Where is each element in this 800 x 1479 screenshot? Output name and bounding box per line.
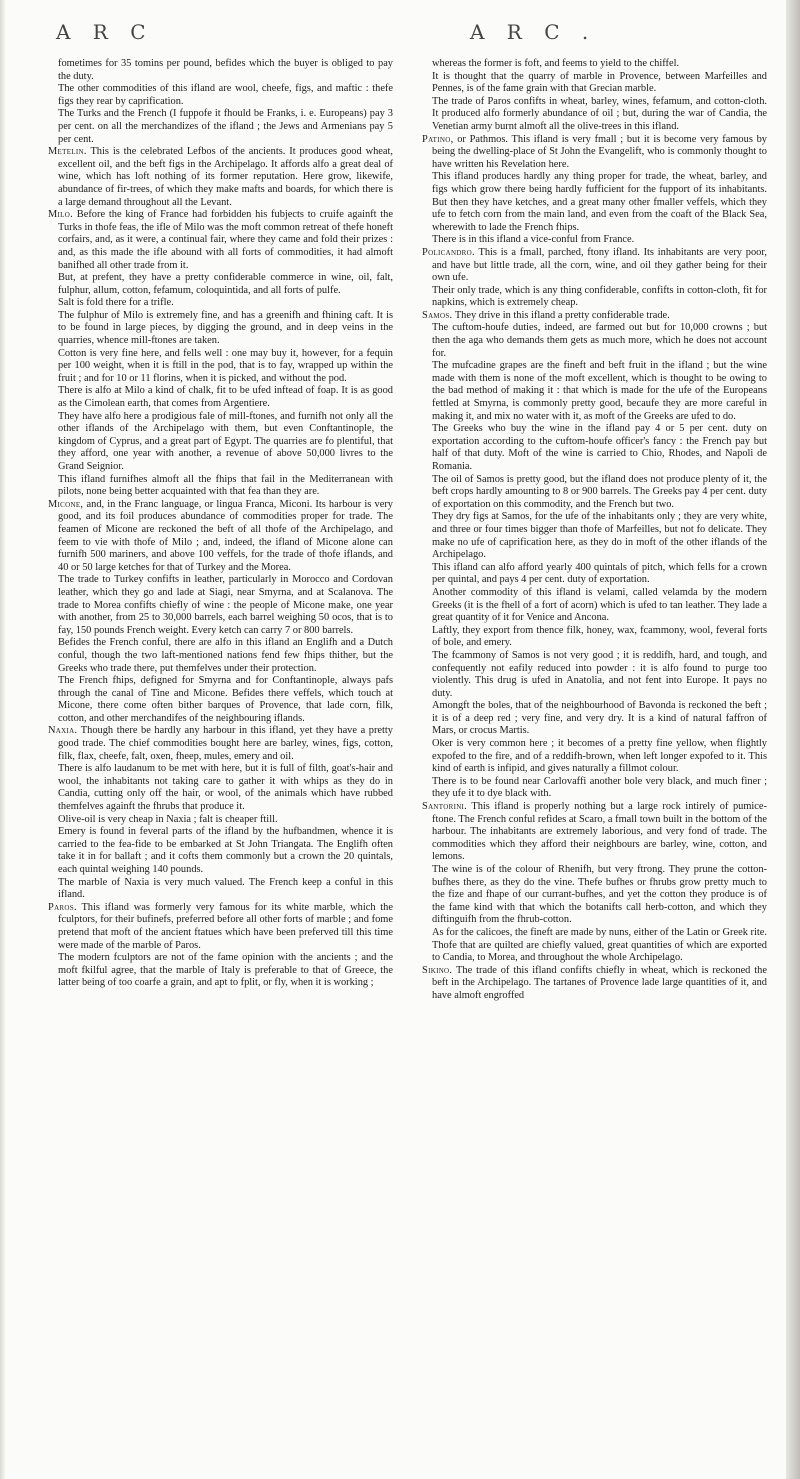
dictionary-entry <box>48 499 393 575</box>
paragraph-text: whereas the former is foft, and feems to yield to the chiffel. <box>432 58 680 69</box>
page-edge-shadow <box>786 0 800 1479</box>
paragraph-text: This ifland was formerly very famous for its white marble, which the fculptors, for their bufinefs, preferred before all other forts of marble ; and fome pretend that moft of the ancient ftatues which have been preferved till this time were made of the marble of Paros. <box>58 901 393 951</box>
paragraph <box>48 310 393 348</box>
page-binding-shadow <box>0 0 6 1479</box>
paragraph-text: The marble of Naxia is very much valued. The French keep a conful in this ifland. <box>58 876 393 901</box>
entry-headword: Milo. <box>48 209 73 221</box>
paragraph-text: Amongft the boles, that of the neighbourhood of Bavonda is reckoned the beft ; it is of a deep red ; very fine, and very dry. It is a kind of natural faffron of Mars, or crocus Martis. <box>432 700 767 737</box>
paragraph-text: The Turks and the French (I fuppofe it fhould be Franks, i. e. Europeans) pay 3 per cent. on all the merchandizes of the ifland ; the Jews and Armenians pay 5 per cent. <box>58 108 393 145</box>
left-text-column <box>48 58 393 1469</box>
paragraph <box>422 285 767 310</box>
paragraph <box>422 360 767 423</box>
paragraph-text: fometimes for 35 tomins per pound, befides which the buyer is obliged to pay the duty. <box>58 58 393 82</box>
paragraph-text: The mufcadine grapes are the fineft and beft fruit in the ifland ; but the wine made with them is none of the moft excellent, which is thought to be owing to the bad method of making it : that which is made for the ufe of the Europeans fettled at Smyrna, is commonly pretty good, becaufe they are more careful in making it, and mix no water with it, as moft of the Greeks are ufed to do. <box>432 360 767 422</box>
paragraph-text: They have alfo here a prodigious fale of mill-ftones, and furnifh not only all the other iflands of the Archipelago with them, but even Conftantinople, the kingdom of Cyprus, and a great part of Egypt. The quarries are fo plentiful, that they afford, one year with another, a revenue of above 50,000 livres to the Grand Seignior. <box>58 410 393 472</box>
entry-headword: Metelin. <box>48 146 87 158</box>
paragraph-text: The cuftom-houfe duties, indeed, are farmed out but for 10,000 crowns ; but then the aga who demands them gets as much more, which he does not account for. <box>432 322 767 359</box>
paragraph <box>422 738 767 776</box>
dictionary-entry <box>48 146 393 209</box>
paragraph <box>48 474 393 499</box>
paragraph <box>422 587 767 625</box>
dictionary-entry <box>422 801 767 864</box>
running-head-right: A R C . <box>470 20 597 44</box>
paragraph-text: The modern fculptors are not of the fame opinion with the ancients ; and the moft fkilful agree, that the marble of Italy is preferable to that of Greece, the latter being of too coarfe a grain, and apt to fplit, or fly, when it is working ; <box>58 952 393 989</box>
dictionary-entry <box>422 134 767 172</box>
paragraph-text: Salt is fold there for a trifle. <box>58 297 174 309</box>
paragraph <box>48 297 393 310</box>
entry-headword: Policandro. <box>422 246 475 258</box>
running-head-left: A R C <box>56 20 154 44</box>
paragraph <box>422 58 767 71</box>
paragraph-text: They dry figs at Samos, for the ufe of the inhabitants only ; they are very white, and three or four times bigger than thofe of Marfeilles, but not fo delicate. They make no ufe of caprification here, as they do in moft of the other iflands of the Archipelago. <box>432 511 767 561</box>
paragraph-text: The trade of Paros confifts in wheat, barley, wines, fefamum, and cotton-cloth. It produced alfo formerly abundance of oil ; but, during the war of Candia, the Venetian army burnt almoft all the olive-trees in this ifland. <box>432 95 767 132</box>
paragraph-text: Laftly, they export from thence filk, honey, wax, fcammony, wool, feveral forts of bole, and emery. <box>432 624 767 649</box>
entry-headword: Patino, <box>422 133 454 145</box>
paragraph <box>48 763 393 813</box>
paragraph-text: and, in the Franc language, or lingua Franca, Miconi. Its harbour is very good, and its foil produces abundance of commodities proper for trade. The feamen of Micone are reckoned the beft of all thofe of the Archipelago, and feem to vie with thofe of Milo ; and, indeed, the ifland of Micone alone can furnifh 500 mariners, and above 100 veffels, for the trade of thofe iflands, and 40 or 50 large ketches for that of Turkey and the Morea. <box>58 498 393 573</box>
entry-headword: Micone, <box>48 498 84 510</box>
paragraph-text: This is the celebrated Lefbos of the ancients. It produces good wheat, excellent oil, and the beft figs in the Archipelago. It affords alfo a great deal of wine, which has loft nothing of its former reputation. Here grow, likewife, abundance of fir-trees, of which they make mafts and boards, for which there is a large demand throughout all the Levant. <box>58 146 393 208</box>
dictionary-entry <box>422 310 767 323</box>
paragraph <box>422 96 767 134</box>
right-text-column <box>422 58 767 1469</box>
paragraph-text: Though there be hardly any harbour in this ifland, yet they have a pretty good trade. The chief commodities bought here are barley, wines, figs, cotton, filk, flax, cheefe, falt, oxen, fheep, mules, emery and oil. <box>58 725 393 762</box>
paragraph-text: The fcammony of Samos is not very good ; it is reddifh, hard, and tough, and confequently not eafily reduced into powder : it is alfo found to purge too violently. This drug is ufed in Anatolia, and not fent into Europe. It pays no duty. <box>432 649 767 699</box>
paragraph <box>422 700 767 738</box>
paragraph-text: They drive in this ifland a pretty confiderable trade. <box>452 309 670 321</box>
paragraph-text: Before the king of France had forbidden his fubjects to cruife againft the Turks in thofe feas, the ifle of Milo was the moft common retreat of thefe honeft corfairs, and, as it were, a continual fair, where they came and fold their prizes : and, as this made the ifle abound with all forts of commodities, it had almoft banifhed all other trade from it. <box>58 209 393 271</box>
paragraph <box>48 574 393 637</box>
paragraph-text: Cotton is very fine here, and fells well : one may buy it, however, for a fequin per 100 weight, when it is ftill in the pod, that is to fay, wrapped up within the fruit ; and for 10 or 11 florins, when it is picked, and without the pod. <box>58 347 393 384</box>
dictionary-entry <box>48 725 393 763</box>
paragraph-text: As for the calicoes, the fineft are made by nuns, either of the Latin or Greek rite. Thofe that are quilted are chiefly valued, great quantities of which are exported to Candia, to Morea, and throughout the whole Archipelago. <box>432 926 767 964</box>
paragraph <box>48 826 393 876</box>
paragraph <box>48 637 393 675</box>
paragraph-text: The trade of this ifland confifts chiefly in wheat, which is reckoned the beft in the Archipelago. The tartanes of Provence lade large quantities of it, and have almoft engroffed <box>432 964 767 1001</box>
paragraph-text: There is alfo laudanum to be met with here, but it is full of filth, goat's-hair and wool, the inhabitants not taking care to gather it with whips as they do in Candia, cutting only off the hair, or wool, of the animals which have rubbed themfelves againft the fhrubs that produce it. <box>58 763 393 813</box>
paragraph <box>422 234 767 247</box>
entry-headword: Santorini. <box>422 801 468 813</box>
paragraph-text: Oker is very common here ; it becomes of a pretty fine yellow, when flightly expofed to the fire, and of a reddifh-brown, when left longer expofed to it. This kind of earth is infipid, and gives naturally a fillmot colour. <box>432 738 767 775</box>
paragraph <box>422 474 767 512</box>
entry-headword: Sikino. <box>422 964 453 976</box>
paragraph <box>48 814 393 827</box>
paragraph-text: This is a fmall, parched, ftony ifland. Its inhabitants are very poor, and have but little trade, all the corn, wine, and oil they gather being for their own ufe. <box>432 246 767 284</box>
paragraph-text: The wine is of the colour of Rhenifh, but very ftrong. They prune the cotton-bufhes there, as they do the vine. Thefe bufhes or fhrubs grow pretty much to the fize and fhape of our currant-bufhes, and yet the cotton they produce is of the fame kind with that which the botanifts call herb-cotton, and which they diftinguifh from the fhrub-cotton. <box>432 864 767 926</box>
paragraph-text: Befides the French conful, there are alfo in this ifland an Englifh and a Dutch conful, though the two laft-mentioned nations fend few fhips thither, but the Greeks who trade there, put themfelves under their protection. <box>58 637 393 674</box>
paragraph <box>422 927 767 965</box>
paragraph-text: The fulphur of Milo is extremely fine, and has a greenifh and fhining caft. It is to be found in large pieces, by digging the ground, and in deep veins in the quarries, whence mill-ftones are taken. <box>58 309 393 347</box>
paragraph <box>48 58 393 83</box>
paragraph <box>422 423 767 473</box>
paragraph <box>48 272 393 297</box>
paragraph-text: The other commodities of this ifland are wool, cheefe, figs, and maftic : thefe figs they rear by caprification. <box>58 83 393 107</box>
paragraph-text: This ifland can alfo afford yearly 400 quintals of pitch, which fells for a crown per quintal, and pays 4 per cent. duty of exportation. <box>432 561 767 586</box>
paragraph <box>422 650 767 700</box>
paragraph <box>422 864 767 927</box>
paragraph-text: There is alfo at Milo a kind of chalk, fit to be ufed inftead of foap. It is as good as the Cimolean earth, that comes from Argentiere. <box>58 385 393 410</box>
paragraph-text: Emery is found in feveral parts of the ifland by the hufbandmen, whence it is carried to the fea-fide to be embarked at St John Triangata. The Englifh often take it in for ballaft ; and it cofts them commonly but a crown the 20 quintals, each quintal weighing 140 pounds. <box>58 826 393 875</box>
paragraph <box>422 71 767 96</box>
paragraph-text: The French fhips, defigned for Smyrna and for Conftantinople, always pafs through the canal of Tine and Micone. Befides there veffels, which touch at Micone, there come often bither barques of Provence, that lade corn, filk, cotton, and other merchandifes of the neighbouring iflands. <box>58 675 393 724</box>
paragraph <box>48 952 393 990</box>
paragraph <box>48 385 393 410</box>
dictionary-entry <box>422 247 767 285</box>
dictionary-entry <box>48 209 393 272</box>
paragraph-text: There is to be found near Carlovaffi another bole very black, and much finer ; they ufe it to dye black with. <box>432 775 767 800</box>
paragraph-text: But, at prefent, they have a pretty confiderable commerce in wine, oil, falt, fulphur, allum, cotton, fefamum, coloquintida, and all forts of pulfe. <box>58 272 393 296</box>
paragraph <box>48 348 393 386</box>
paragraph-text: Their only trade, which is any thing confiderable, confifts in cotton-cloth, fit for napkins, which is extremely cheap. <box>432 284 767 309</box>
dictionary-entry <box>422 965 767 1003</box>
paragraph <box>48 675 393 725</box>
paragraph-text: It is thought that the quarry of marble in Provence, between Marfeilles and Pennes, is of the fame grain with that Grecian marble. <box>432 70 767 95</box>
paragraph <box>422 625 767 650</box>
dictionary-entry <box>48 902 393 952</box>
paragraph <box>48 877 393 902</box>
paragraph-text: The Greeks who buy the wine in the ifland pay 4 or 5 per cent. duty on exportation according to the cuftom-houfe officer's fancy : the French pay but half of that duty. Moft of the wine is carried to Chio, Rhodes, and Napoli de Romania. <box>432 423 767 472</box>
paragraph-text: There is in this ifland a vice-conful from France. <box>432 234 635 246</box>
paragraph <box>48 83 393 108</box>
paragraph-text: This ifland produces hardly any thing proper for trade, the wheat, barley, and figs which grow there being hardly fufficient for the fupport of its inhabitants. But then they have ketches, and a great many other fmaller veffels, which they ufe to fetch corn from the main land, and even from the coaft of the Black Sea, wherewith to lade the French fhips. <box>432 171 767 233</box>
paragraph <box>422 322 767 360</box>
entry-headword: Naxia. <box>48 725 78 737</box>
paragraph-text: Another commodity of this ifland is velami, called velamda by the modern Greeks (it is the fhell of a fort of acorn) which is ufed to tan leather. They lade a great quantity of it for Venice and Ancona. <box>432 586 767 624</box>
entry-headword: Paros. <box>48 901 77 913</box>
paragraph-text: Olive-oil is very cheap in Naxia ; falt is cheaper ftill. <box>58 813 278 825</box>
paragraph <box>48 108 393 146</box>
paragraph <box>422 511 767 561</box>
entry-headword: Samos. <box>422 309 453 321</box>
paragraph-text: or Pathmos. This ifland is very fmall ; but it is become very famous by being the dwelling-place of St John the Evangelift, who is commonly thought to have written his Revelation here. <box>432 133 767 170</box>
paragraph <box>48 411 393 474</box>
paragraph-text: This ifland furnifhes almoft all the fhips that fail in the Mediterranean with pilots, none being better acquainted with that fea than they are. <box>58 473 393 498</box>
paragraph <box>422 776 767 801</box>
paragraph <box>422 562 767 587</box>
paragraph-text: This ifland is properly nothing but a large rock intirely of pumice-ftone. The French conful refides at Scaro, a fmall town built in the bottom of the harbour. The inhabitants are extremely laborious, and very fond of trade. The commodities which they afford their neighbours are barley, wine, cotton, and lemons. <box>432 801 767 863</box>
paragraph <box>422 171 767 234</box>
paragraph-text: The oil of Samos is pretty good, but the ifland does not produce plenty of it, the beft crops hardly amounting to 8 or 900 barrels. The Greeks pay 4 per cent. duty of exportation on this commodity, and the French but two. <box>432 473 767 510</box>
paragraph-text: The trade to Turkey confifts in leather, particularly in Morocco and Cordovan leather, which they go and lade at Siagi, near Smyrna, and at Scalanova. The trade to Morea confifts chiefly of wine : the people of Micone make, one year with another, from 25 to 30,000 barrels, each barrel weighing 50 ocos, that is to fay, 150 pounds French weight. Every ketch can carry 7 or 800 barrels. <box>58 574 393 636</box>
